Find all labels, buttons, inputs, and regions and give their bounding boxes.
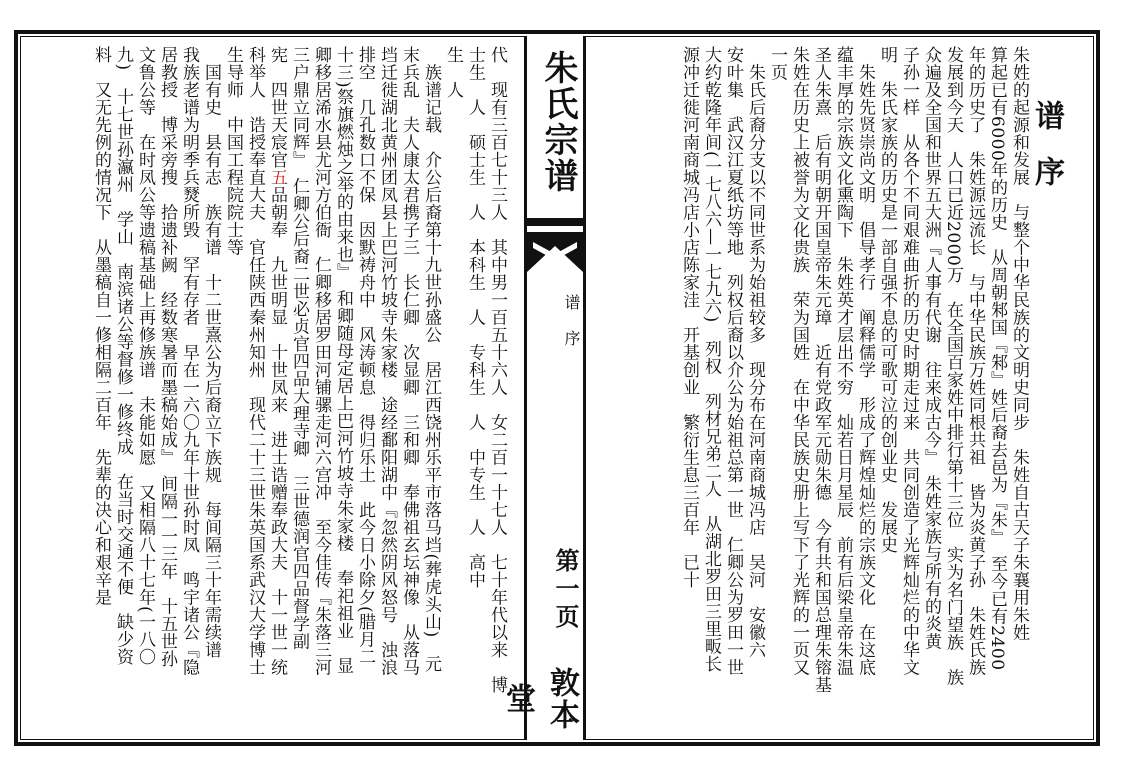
page-number: 第一页 [551, 548, 579, 632]
section-label: 谱序 [562, 294, 581, 366]
left-page [20, 36, 524, 740]
preface-heading: 谱序 [1029, 100, 1064, 212]
highlighted-character: 五 [267, 168, 287, 186]
fishtail-mark-icon [527, 232, 583, 272]
spine-divider [527, 218, 583, 226]
family-history-text: 代 现有三百七十三人 其中男一百五十六人 女二百一十七人 七十年代以来 博 士生 人 硕士生 人 本科生 人 专科生 人 中专生 人 高中 生 人 族谱记载 介公后裔第十九世孙盛公 居江西饶州乐平市落马垱(葬虎头山) 元 末兵乱 夫人康太君携子三 长仁卿 次显卿 三和卿 奉佛祖玄坛神像 从落马 垱迁徙湖北黄州团凤县上巴河竹坡寺朱家楼 途经鄱阳湖中『忽然阴风怒号 浊浪 排空 几孔数口不保 因默祷舟中 风涛顿息 得归乐土 此今日小除夕(腊月二 十三)祭旗燃烛之举的由来也』 和卿随母定居上巴河竹坡寺朱家楼 奉祀祖业 显 卿移居浠水县尤河方伯衙 仁卿移居罗田河铺骡走河六宫冲 至今佳传『朱落三河 三户鼎立同辉』 仁卿公后裔二世必贞官四品大理寺卿 三世德润官四品督学副 宪 四世天宸官五品朝奉 九世明显 十世凤来 进士诰赠奉政大夫 十一世一统 科举人 诰授奉直大夫 官任陕西秦州知州 现代二十三世朱英国系武汉大学博士 生导师 中国工程院院士等 国有史 县有志 族有谱 十二世熹公为后裔立下族规 每间隔三十年需续谱 我族老谱为明季兵燹所毁 罕有存者 早在一六〇九年十世孙时凤 鸣宇诸公『隐 居教授 博采旁搜 拾遗补阙 经数寒暑而墨稿始成』 间隔一一三年 十五世孙 文鲁公等 在时凤公等遗稿基础上再修族谱 未能如愿 又相隔八十七年(一八〇 九) 十七世孙瀛州 学山 南滨诸公等督修一修终成 在当时交通不便 缺少资 料 又无先例的情况下 从墨稿自一修相隔二百年 先辈的决心和艰辛是 [91, 46, 507, 694]
genealogy-title: 朱氏宗谱 [538, 50, 578, 194]
preface-body-text: 朱姓的起源和发展 与整个中华民族的文明史同步 朱姓自古天子朱襄用朱姓 算起已有6000年的历史 从周朝邾国『邾』姓后裔去邑为『朱』 至今已有2400 年的历史了 朱姓源远流长 与中华民族万姓同根共祖 皆为炎黄子孙 朱姓氏族 发展到今天 人口已近2000万 在全国百家姓中排行第十三位 实为名门望族 族 众遍及全国和世界五大洲『人事有代谢 往来成古今』 朱姓家族与所有的炎黄 子孙一样 从各个不同艰难曲折的历史时期走过来 共同创造了光辉灿烂的中华文 明 朱氏家族的历史是一部自强不息的可歌可泣的创业史 发展史 朱姓先贤崇尚文明 倡导孝行 阐释儒学 形成了辉煌灿烂的宗族文化 在这底 蕴丰厚的宗族文化熏陶下 朱姓英才层出不穷 灿若日月星辰 前有后梁皇帝朱温 圣人朱熹 后有明朝开国皇帝朱元璋 近有党政军元勋朱德 今有共和国总理朱镕基 朱姓在历史上被誉为文化贵族 荣为国姓 在中华民族史册上写下了光辉的一页又 一页 朱氏后裔分支以不同世系为始祖较多 现分布在河南商城冯店 吴河 安徽六 安叶集 武汉江夏纸坊等地 列权后裔以介公为始祖总第一世 仁卿公为罗田一世 大约乾隆年间(一七八六—一七九六) 列权 列材兄弟二人 从湖北罗田三里畈长 源冲迁徙河南商城冯店小店陈家洼 开基创业 繁衍生息三百年 已十 [679, 46, 1029, 694]
book-spine [500, 36, 586, 740]
hall-name: 敦本堂 [500, 667, 579, 731]
right-page [586, 36, 1094, 740]
